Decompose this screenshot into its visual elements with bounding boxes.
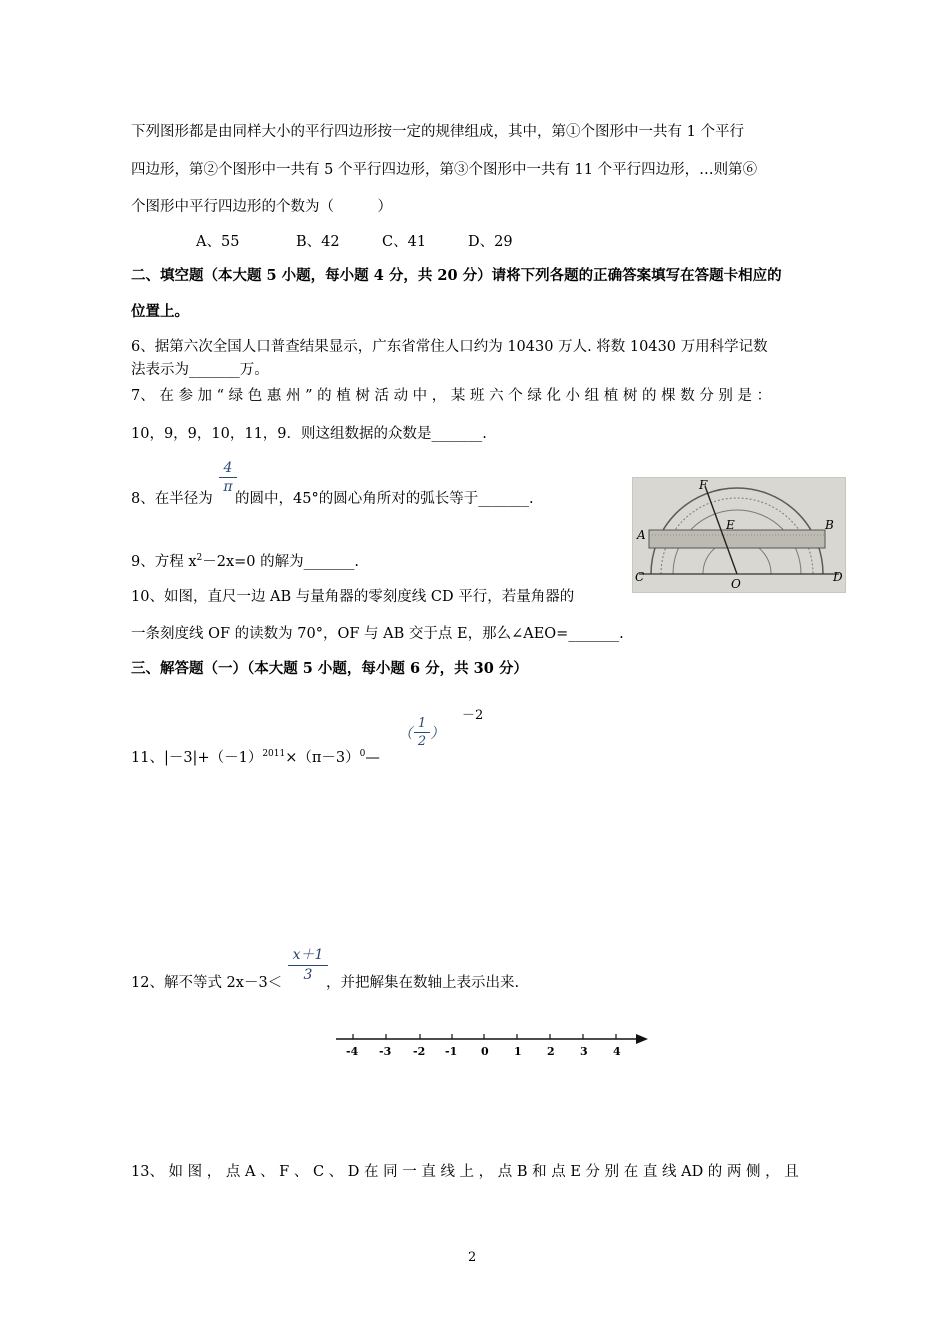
section3-heading: 三、解答题（一）（本大题 5 小题，每小题 6 分，共 30 分） <box>131 660 528 677</box>
q12-suffix: ，并把解集在数轴上表示出来. <box>326 975 520 991</box>
tick-label: 0 <box>481 1045 489 1058</box>
label-c: C <box>635 570 645 584</box>
q11-text-c: — <box>365 750 380 766</box>
q9-prefix: 9、方程 x <box>131 554 197 570</box>
q6-line1: 6、据第六次全国人口普查结果显示，广东省常住人口约为 10430 万人. 将数 10430 万用科学记数 <box>131 339 768 355</box>
q11-exponent: －2 <box>462 708 484 723</box>
q8-frac-den: π <box>223 479 233 495</box>
q-intro-line2: 四边形，第②个图形中一共有 5 个平行四边形，第③个图形中一共有 11 个平行四边形，…则第⑥ <box>131 162 758 178</box>
tick-label: -1 <box>445 1045 458 1058</box>
option-d: D、29 <box>468 234 513 250</box>
q10-line2: 一条刻度线 OF 的读数为 70°，OF 与 AB 交于点 E，那么∠AEO=_______. <box>131 626 624 642</box>
q12-prefix: 12、解不等式 2x－3＜ <box>131 975 283 991</box>
q-intro-line3: 个图形中平行四边形的个数为（ ） <box>131 199 392 215</box>
protractor-figure <box>632 477 846 593</box>
option-b: B、42 <box>296 234 340 250</box>
q11-fraction <box>414 716 430 749</box>
q11-text-b: ×（π－3） <box>285 750 360 766</box>
q13-line1: 13、 如 图 ， 点 A 、 F 、 C 、 D 在 同 一 直 线 上 ， 点 B 和 点 E 分 别 在 直 线 AD 的 两 侧 ， 且 <box>131 1164 799 1180</box>
q11-text <box>131 746 380 767</box>
q12-fraction <box>288 944 328 983</box>
tick-label: -2 <box>413 1045 426 1058</box>
q12-frac-bar <box>288 965 328 966</box>
tick-label: 3 <box>580 1045 588 1058</box>
q-intro-line1: 下列图形都是由同样大小的平行四边形按一定的规律组成，其中，第①个图形中一共有 1 个平行 <box>131 124 744 140</box>
q9-sup: 2 <box>196 553 203 564</box>
q8-frac-num: 4 <box>223 460 233 476</box>
protractor-drawing <box>633 478 845 592</box>
page-number: 2 <box>468 1250 477 1265</box>
label-o: O <box>731 577 741 591</box>
q9-text <box>131 550 359 571</box>
q7-line1: 7、 在 参 加 “ 绿 色 惠 州 ” 的 植 树 活 动 中 ， 某 班 六 个 绿 化 小 组 植 树 的 棵 数 分 别 是 ： <box>131 388 772 404</box>
q11-frac-num: 1 <box>417 716 427 731</box>
label-a: A <box>637 528 646 542</box>
number-line <box>334 1030 650 1064</box>
section2-heading-cont: 位置上。 <box>131 303 189 320</box>
option-c: C、41 <box>382 234 427 250</box>
q7-line2: 10，9，9，10，11，9．则这组数据的众数是_______. <box>131 426 487 442</box>
label-e: E <box>726 518 735 532</box>
q12-frac-num: x＋1 <box>292 947 324 963</box>
q8-suffix: 的圆中，45°的圆心角所对的弧长等于_______. <box>235 491 534 507</box>
q6-line2: 法表示为_______万。 <box>131 362 269 378</box>
q10-line1: 10、如图，直尺一边 AB 与量角器的零刻度线 CD 平行，若量角器的 <box>131 589 575 605</box>
q11-paren-right: ） <box>430 726 445 742</box>
tick-label: 1 <box>514 1045 522 1058</box>
label-f: F <box>699 478 708 492</box>
q11-paren-left: （ <box>398 726 413 742</box>
q8-frac-bar <box>219 477 237 478</box>
section2-heading: 二、填空题（本大题 5 小题，每小题 4 分，共 20 分）请将下列各题的正确答案填写在答题卡相应的 <box>131 267 782 284</box>
q8-prefix: 8、在半径为 <box>131 491 213 507</box>
tick-label: -4 <box>346 1045 359 1058</box>
tick-label: 4 <box>613 1045 621 1058</box>
q11-sup-a: 2011 <box>262 749 286 760</box>
q11-text-a: 11、|－3|+（－1） <box>131 750 263 766</box>
tick-label: -3 <box>379 1045 392 1058</box>
tick-label: 2 <box>547 1045 555 1058</box>
label-b: B <box>825 518 834 532</box>
q12-frac-den: 3 <box>303 967 313 983</box>
option-a: A、55 <box>196 234 240 250</box>
q11-frac-bar <box>414 732 430 733</box>
q11-frac-den: 2 <box>417 734 427 749</box>
q11-sup-b: 0 <box>359 749 366 760</box>
q9-suffix: －2x=0 的解为_______. <box>202 554 359 570</box>
label-d: D <box>833 570 843 584</box>
